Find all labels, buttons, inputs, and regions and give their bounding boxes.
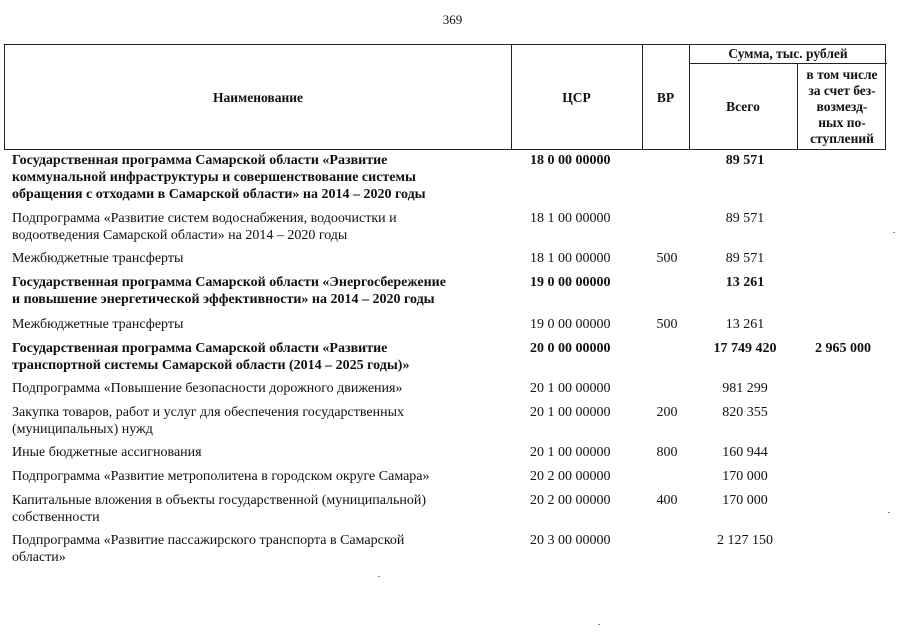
row-name-line: Подпрограмма «Развитие систем водоснабжения, водоочистки и (12, 211, 397, 226)
scan-speck (888, 512, 890, 513)
row-name-line: Государственная программа Самарской области «Развитие (12, 341, 388, 356)
row-name-line: (муниципальных) нужд (12, 422, 153, 437)
row-total: 17 749 420 (713, 341, 777, 356)
row-name-line: Иные бюджетные ассигнования (12, 445, 202, 460)
row-csr: 18 0 00 00000 (530, 153, 611, 168)
row-vr: 500 (656, 251, 678, 266)
row-csr: 20 1 00 00000 (530, 381, 611, 396)
row-name-line: обращения с отходами в Самарской области» на 2014 – 2020 годы (12, 187, 426, 202)
row-total: 13 261 (725, 317, 765, 332)
header-free-receipts-line: за счет без- (808, 83, 876, 98)
row-vr: 200 (656, 405, 678, 420)
header-free-receipts (797, 63, 887, 151)
header-vr: ВР (656, 90, 675, 105)
row-csr: 20 1 00 00000 (530, 445, 611, 460)
row-name-line: Подпрограмма «Повышение безопасности дорожного движения» (12, 381, 403, 396)
row-csr: 20 3 00 00000 (530, 533, 611, 548)
row-name-line: Подпрограмма «Развитие пассажирского транспорта в Самарской (12, 533, 405, 548)
row-name-line: Государственная программа Самарской области «Развитие (12, 153, 388, 168)
header-name: Наименование (213, 90, 303, 105)
scan-speck (893, 232, 895, 233)
row-total: 13 261 (725, 275, 765, 290)
header-free-receipts-line: ных по- (818, 115, 866, 130)
scan-speck (378, 576, 380, 577)
row-name-line: Межбюджетные трансферты (12, 251, 184, 266)
row-total: 2 127 150 (717, 533, 773, 548)
row-vr: 400 (656, 493, 678, 508)
row-name (12, 404, 512, 438)
header-free-receipts-line: в том числе (806, 67, 878, 82)
table-header (4, 44, 886, 150)
row-csr: 20 1 00 00000 (530, 405, 611, 420)
row-total: 160 944 (722, 445, 768, 460)
header-sum-group: Сумма, тыс. рублей (728, 46, 848, 61)
row-csr: 18 1 00 00000 (530, 211, 611, 226)
row-csr: 18 1 00 00000 (530, 251, 611, 266)
row-name-line: области» (12, 550, 66, 565)
row-total: 170 000 (722, 469, 768, 484)
row-vr: 800 (656, 445, 678, 460)
row-name-line: собственности (12, 510, 100, 525)
row-name (12, 274, 512, 308)
row-name-line: Капитальные вложения в объекты государственной (муниципальной) (12, 493, 427, 508)
row-csr: 19 0 00 00000 (530, 275, 611, 290)
row-name-line: и повышение энергетической эффективности» на 2014 – 2020 годы (12, 292, 435, 307)
header-total: Всего (726, 99, 760, 114)
row-name-line: Межбюджетные трансферты (12, 317, 184, 332)
row-name-line: транспортной системы Самарской области (2014 – 2025 годы)» (12, 358, 410, 373)
header-csr: ЦСР (562, 90, 591, 105)
row-total: 820 355 (722, 405, 768, 420)
row-name-line: Государственная программа Самарской области «Энергосбережение (12, 275, 446, 290)
row-total: 89 571 (725, 211, 765, 226)
row-name (12, 444, 512, 461)
row-total: 170 000 (722, 493, 768, 508)
row-total: 89 571 (725, 251, 765, 266)
row-name (12, 532, 512, 566)
header-free-receipts-line: возмезд- (816, 99, 868, 114)
row-name-line: Подпрограмма «Развитие метрополитена в городском округе Самара» (12, 469, 430, 484)
row-csr: 19 0 00 00000 (530, 317, 611, 332)
row-total: 981 299 (722, 381, 768, 396)
row-name (12, 492, 512, 526)
page-number: 369 (442, 12, 463, 27)
scan-speck (598, 624, 600, 625)
row-name (12, 468, 512, 485)
row-name (12, 152, 512, 203)
row-csr: 20 2 00 00000 (530, 493, 611, 508)
row-name (12, 210, 512, 244)
row-name (12, 250, 512, 267)
header-free-receipts-line: ступлений (810, 131, 874, 146)
row-csr: 20 2 00 00000 (530, 469, 611, 484)
row-free-receipts: 2 965 000 (815, 341, 871, 356)
row-name (12, 340, 512, 374)
row-vr: 500 (656, 317, 678, 332)
row-name (12, 380, 512, 397)
row-csr: 20 0 00 00000 (530, 341, 611, 356)
row-name-line: водоотведения Самарской области» на 2014 – 2020 годы (12, 228, 348, 243)
row-name-line: Закупка товаров, работ и услуг для обеспечения государственных (12, 405, 405, 420)
row-total: 89 571 (725, 153, 765, 168)
row-name-line: коммунальной инфраструктуры и совершенствование системы (12, 170, 416, 185)
row-name (12, 316, 512, 333)
